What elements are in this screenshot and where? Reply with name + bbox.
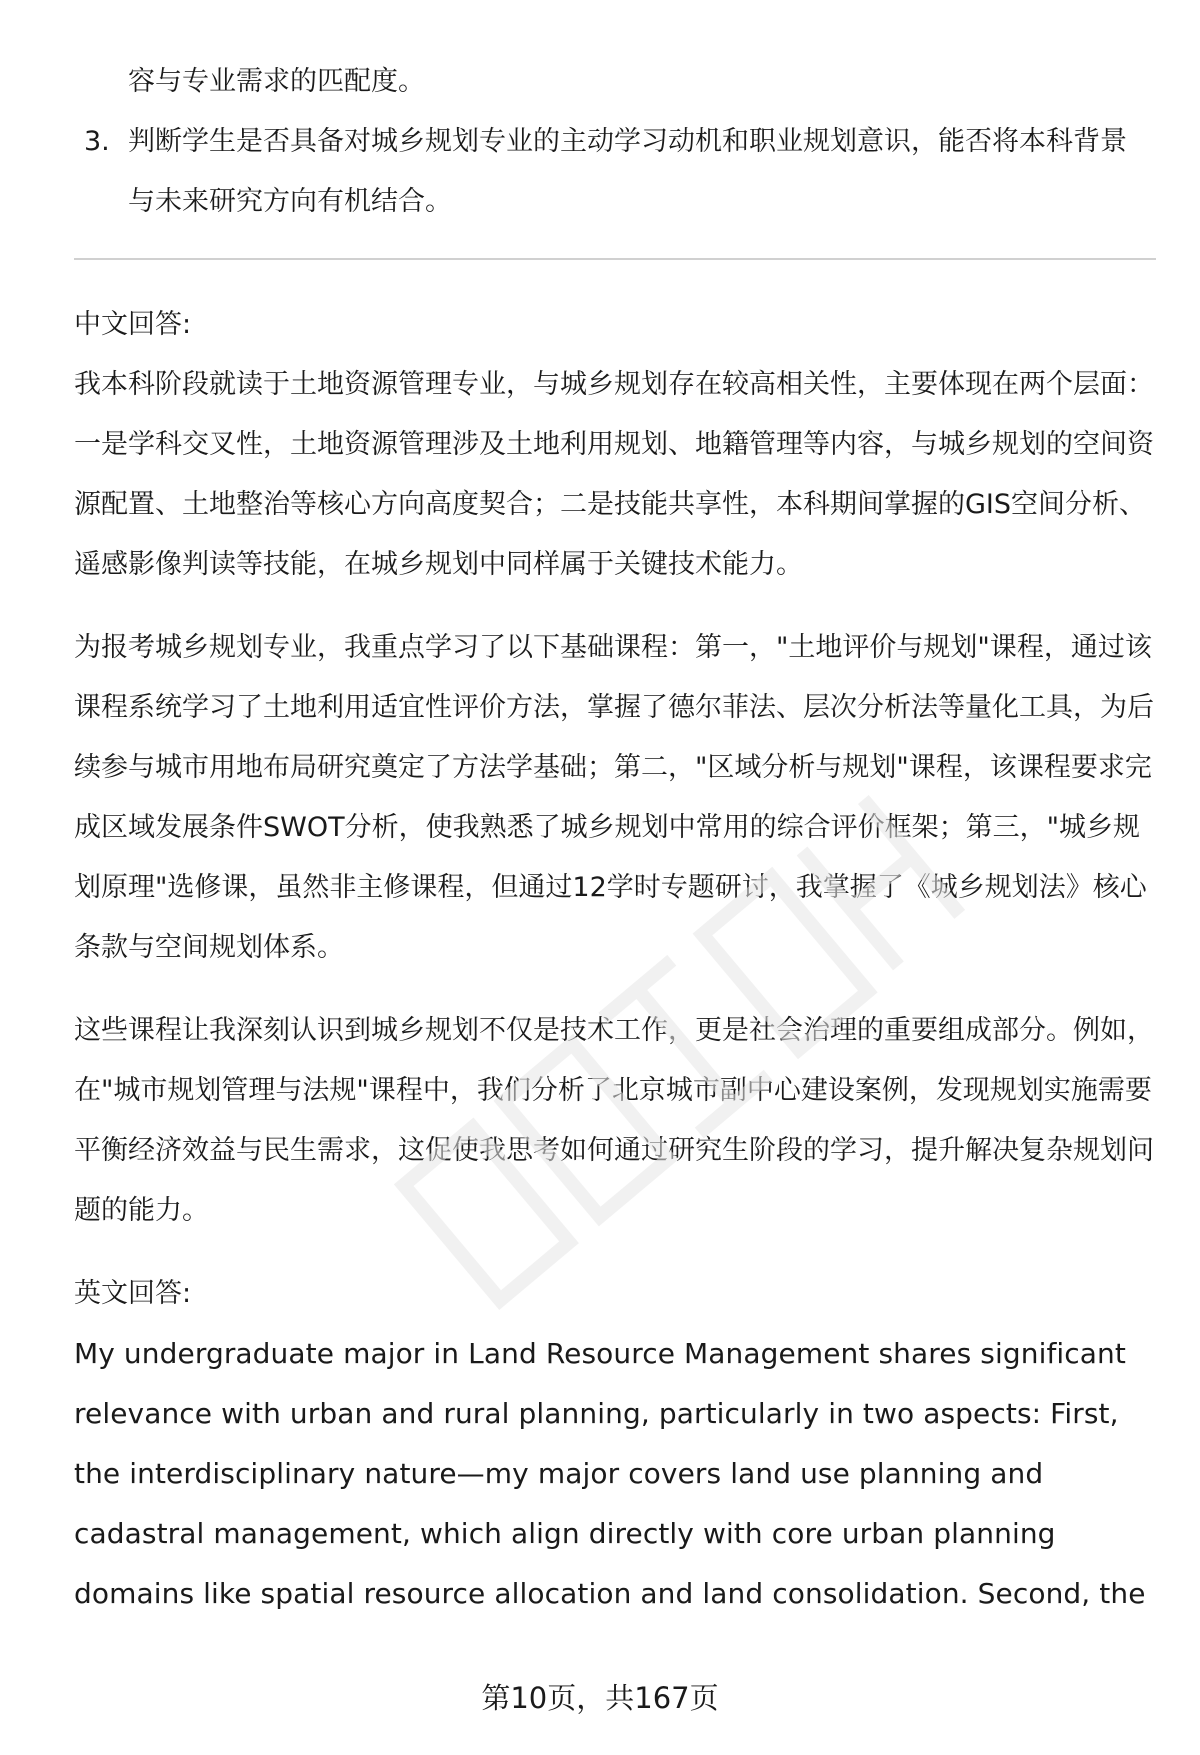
page-footer: 第10页，共167页 — [481, 1681, 719, 1715]
chinese-answer-paragraph: 我本科阶段就读于土地资源管理专业，与城乡规划存在较高相关性，主要体现在两个层面：一是学科交叉性，土地资源管理涉及土地利用规划、地籍管理等内容，与城乡规划的空间资源配置、土地整治等核心方向高度契合；二是技能共享性，本科期间掌握的GIS空间分析、遥感影像判读等技能，在城乡规划中同样属于关键技术能力。 — [74, 369, 1154, 580]
chinese-answer-label: 中文回答: — [74, 309, 192, 340]
list-item-text: 容与专业需求的匹配度。 — [128, 66, 425, 97]
answer-content — [74, 295, 1156, 1624]
list-item-text: 判断学生是否具备对城乡规划专业的主动学习动机和职业规划意识，能否将本科背景与未来研究方向有机结合。 — [128, 126, 1127, 217]
numbered-list — [0, 52, 1200, 232]
english-answer-paragraph: My undergraduate major in Land Resource Management shares significant relevance with urban and rural planning, particularly in two aspects: First, the interdisciplinary nature—my major covers land use planning and cadastral management, which align directly with core urban planning domains like spatial resource allocation and land consolidation. Second, the — [74, 1337, 1146, 1610]
list-item-number: 3. — [84, 126, 110, 157]
chinese-answer-paragraph: 这些课程让我深刻认识到城乡规划不仅是技术工作，更是社会治理的重要组成部分。例如，在"城市规划管理与法规"课程中，我们分析了北京城市副中心建设案例，发现规划实施需要平衡经济效益与民生需求，这促使我思考如何通过研究生阶段的学习，提升解决复杂规划问题的能力。 — [74, 1015, 1154, 1226]
section-divider — [74, 258, 1156, 260]
english-answer-label: 英文回答: — [74, 1278, 192, 1309]
list-item — [0, 52, 1200, 112]
list-item — [0, 112, 1200, 232]
chinese-answer-paragraph: 为报考城乡规划专业，我重点学习了以下基础课程：第一，"土地评价与规划"课程，通过该课程系统学习了土地利用适宜性评价方法，掌握了德尔菲法、层次分析法等量化工具，为后续参与城市用地布局研究奠定了方法学基础；第二，"区域分析与规划"课程，该课程要求完成区域发展条件SWOT分析，使我熟悉了城乡规划中常用的综合评价框架；第三，"城乡规划原理"选修课，虽然非主修课程，但通过12学时专题研讨，我掌握了《城乡规划法》核心条款与空间规划体系。 — [74, 632, 1154, 963]
